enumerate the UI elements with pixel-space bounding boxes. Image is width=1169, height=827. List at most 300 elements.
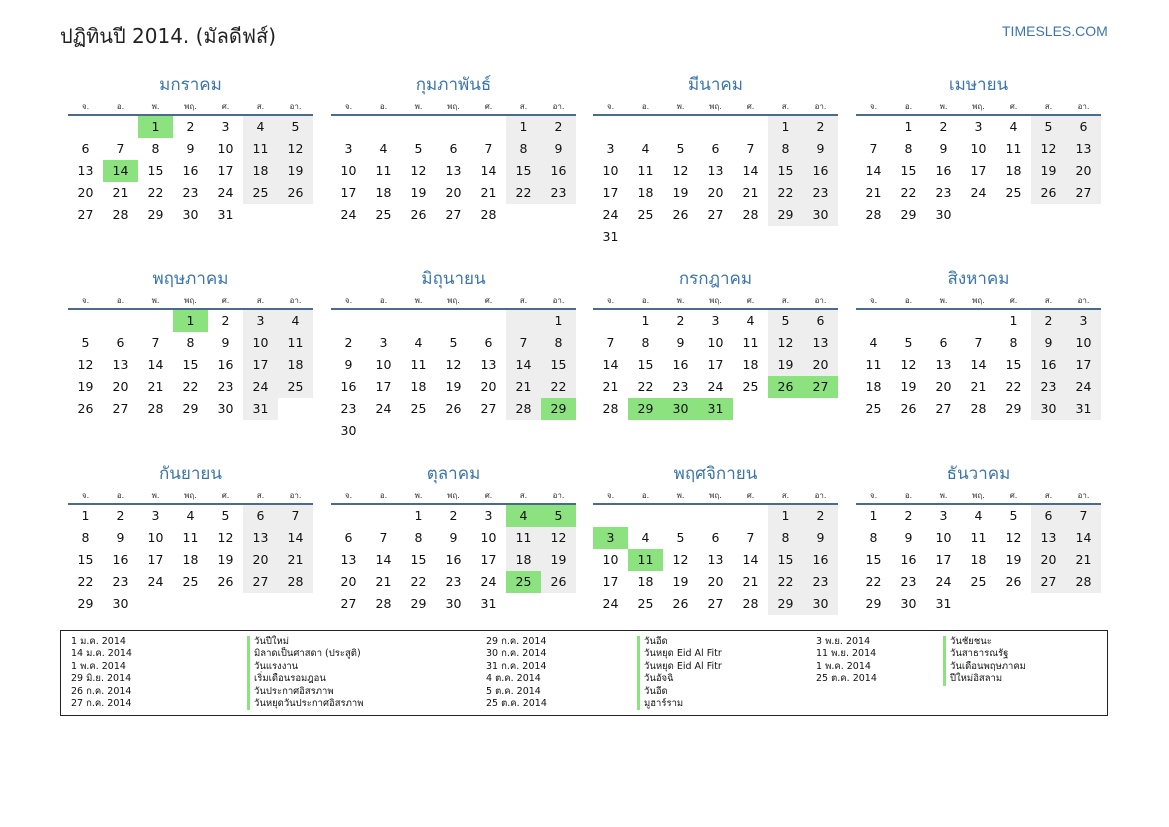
day-cell[interactable]: 22	[865, 574, 882, 589]
day-cell[interactable]: 15	[768, 160, 803, 182]
day-cell[interactable]: 21	[112, 185, 129, 200]
day-cell[interactable]: 27	[243, 571, 278, 593]
day-cell[interactable]: 29	[900, 207, 917, 222]
day-cell[interactable]: 23	[672, 379, 689, 394]
day-cell[interactable]: 3	[151, 508, 160, 523]
day-cell[interactable]: 21	[970, 379, 987, 394]
day-cell[interactable]: 21	[865, 185, 882, 200]
day-cell[interactable]: 17	[707, 357, 724, 372]
day-cell[interactable]: 30	[217, 401, 234, 416]
day-cell[interactable]: 4	[641, 530, 650, 545]
day-cell[interactable]: 4	[974, 508, 983, 523]
day-cell[interactable]: 15	[77, 552, 94, 567]
day-cell[interactable]: 24	[480, 574, 497, 589]
day-cell[interactable]: 16	[935, 163, 952, 178]
day-cell[interactable]: 3	[606, 141, 615, 156]
day-cell[interactable]: 29	[410, 596, 427, 611]
day-cell[interactable]: 14	[742, 163, 759, 178]
day-cell[interactable]: 29	[147, 207, 164, 222]
day-cell[interactable]: 11	[278, 332, 313, 354]
day-cell[interactable]: 11	[243, 138, 278, 160]
day-cell[interactable]: 31	[243, 398, 278, 420]
holiday-day[interactable]: 26	[768, 376, 803, 398]
day-cell[interactable]: 24	[340, 207, 357, 222]
day-cell[interactable]: 22	[410, 574, 427, 589]
day-cell[interactable]: 31	[1066, 398, 1101, 420]
day-cell[interactable]: 7	[484, 141, 493, 156]
day-cell[interactable]: 2	[449, 508, 458, 523]
day-cell[interactable]: 5	[1031, 116, 1066, 138]
day-cell[interactable]: 1	[768, 505, 803, 527]
day-cell[interactable]: 12	[768, 332, 803, 354]
day-cell[interactable]: 17	[480, 552, 497, 567]
day-cell[interactable]: 6	[1031, 505, 1066, 527]
day-cell[interactable]: 20	[707, 185, 724, 200]
day-cell[interactable]: 17	[602, 574, 619, 589]
day-cell[interactable]: 22	[541, 376, 576, 398]
day-cell[interactable]: 19	[410, 185, 427, 200]
day-cell[interactable]: 8	[506, 138, 541, 160]
day-cell[interactable]: 11	[410, 357, 427, 372]
day-cell[interactable]: 16	[803, 160, 838, 182]
day-cell[interactable]: 29	[865, 596, 882, 611]
day-cell[interactable]: 17	[243, 354, 278, 376]
day-cell[interactable]: 30	[445, 596, 462, 611]
day-cell[interactable]: 27	[340, 596, 357, 611]
day-cell[interactable]: 25	[742, 379, 759, 394]
day-cell[interactable]: 22	[768, 571, 803, 593]
day-cell[interactable]: 27	[112, 401, 129, 416]
day-cell[interactable]: 5	[676, 530, 685, 545]
day-cell[interactable]: 21	[278, 549, 313, 571]
day-cell[interactable]: 10	[707, 335, 724, 350]
day-cell[interactable]: 31	[935, 596, 952, 611]
day-cell[interactable]: 8	[414, 530, 423, 545]
day-cell[interactable]: 10	[340, 163, 357, 178]
day-cell[interactable]: 18	[506, 549, 541, 571]
day-cell[interactable]: 8	[641, 335, 650, 350]
day-cell[interactable]: 5	[81, 335, 90, 350]
day-cell[interactable]: 28	[112, 207, 129, 222]
day-cell[interactable]: 7	[379, 530, 388, 545]
day-cell[interactable]: 9	[803, 527, 838, 549]
day-cell[interactable]: 31	[480, 596, 497, 611]
day-cell[interactable]: 30	[182, 207, 199, 222]
day-cell[interactable]: 22	[768, 182, 803, 204]
day-cell[interactable]: 6	[449, 141, 458, 156]
day-cell[interactable]: 15	[410, 552, 427, 567]
day-cell[interactable]: 21	[602, 379, 619, 394]
day-cell[interactable]: 7	[506, 332, 541, 354]
day-cell[interactable]: 6	[243, 505, 278, 527]
day-cell[interactable]: 16	[445, 552, 462, 567]
day-cell[interactable]: 14	[602, 357, 619, 372]
day-cell[interactable]: 11	[637, 163, 654, 178]
day-cell[interactable]: 15	[768, 549, 803, 571]
day-cell[interactable]: 23	[900, 574, 917, 589]
day-cell[interactable]: 12	[672, 163, 689, 178]
day-cell[interactable]: 14	[970, 357, 987, 372]
day-cell[interactable]: 3	[379, 335, 388, 350]
day-cell[interactable]: 9	[186, 141, 195, 156]
day-cell[interactable]: 1	[869, 508, 878, 523]
day-cell[interactable]: 12	[672, 552, 689, 567]
day-cell[interactable]: 21	[147, 379, 164, 394]
day-cell[interactable]: 3	[711, 313, 720, 328]
day-cell[interactable]: 24	[602, 596, 619, 611]
day-cell[interactable]: 23	[803, 182, 838, 204]
day-cell[interactable]: 12	[410, 163, 427, 178]
day-cell[interactable]: 24	[707, 379, 724, 394]
day-cell[interactable]: 20	[340, 574, 357, 589]
day-cell[interactable]: 7	[116, 141, 125, 156]
day-cell[interactable]: 8	[151, 141, 160, 156]
day-cell[interactable]: 20	[803, 354, 838, 376]
day-cell[interactable]: 20	[77, 185, 94, 200]
day-cell[interactable]: 5	[414, 141, 423, 156]
holiday-day[interactable]: 27	[803, 376, 838, 398]
day-cell[interactable]: 18	[637, 185, 654, 200]
day-cell[interactable]: 17	[935, 552, 952, 567]
day-cell[interactable]: 4	[186, 508, 195, 523]
day-cell[interactable]: 20	[935, 379, 952, 394]
day-cell[interactable]: 5	[768, 310, 803, 332]
day-cell[interactable]: 19	[672, 574, 689, 589]
day-cell[interactable]: 4	[641, 141, 650, 156]
day-cell[interactable]: 5	[221, 508, 230, 523]
holiday-day[interactable]: 30	[663, 398, 698, 420]
day-cell[interactable]: 28	[865, 207, 882, 222]
day-cell[interactable]: 11	[375, 163, 392, 178]
day-cell[interactable]: 9	[541, 138, 576, 160]
holiday-day[interactable]: 3	[593, 527, 628, 549]
day-cell[interactable]: 8	[81, 530, 90, 545]
day-cell[interactable]: 9	[803, 138, 838, 160]
day-cell[interactable]: 19	[672, 185, 689, 200]
day-cell[interactable]: 9	[1031, 332, 1066, 354]
day-cell[interactable]: 11	[865, 357, 882, 372]
day-cell[interactable]: 22	[1005, 379, 1022, 394]
day-cell[interactable]: 28	[506, 398, 541, 420]
day-cell[interactable]: 19	[1005, 552, 1022, 567]
day-cell[interactable]: 1	[541, 310, 576, 332]
day-cell[interactable]: 19	[541, 549, 576, 571]
day-cell[interactable]: 10	[375, 357, 392, 372]
day-cell[interactable]: 7	[1066, 505, 1101, 527]
day-cell[interactable]: 13	[1066, 138, 1101, 160]
day-cell[interactable]: 19	[768, 354, 803, 376]
day-cell[interactable]: 25	[865, 401, 882, 416]
day-cell[interactable]: 12	[217, 530, 234, 545]
day-cell[interactable]: 27	[445, 207, 462, 222]
day-cell[interactable]: 13	[480, 357, 497, 372]
day-cell[interactable]: 30	[1031, 398, 1066, 420]
day-cell[interactable]: 6	[116, 335, 125, 350]
day-cell[interactable]: 1	[414, 508, 423, 523]
day-cell[interactable]: 28	[970, 401, 987, 416]
day-cell[interactable]: 6	[711, 530, 720, 545]
day-cell[interactable]: 5	[1009, 508, 1018, 523]
day-cell[interactable]: 26	[900, 401, 917, 416]
day-cell[interactable]: 26	[217, 574, 234, 589]
day-cell[interactable]: 17	[217, 163, 234, 178]
day-cell[interactable]: 19	[900, 379, 917, 394]
day-cell[interactable]: 18	[637, 574, 654, 589]
day-cell[interactable]: 29	[182, 401, 199, 416]
day-cell[interactable]: 20	[243, 549, 278, 571]
day-cell[interactable]: 16	[217, 357, 234, 372]
day-cell[interactable]: 22	[900, 185, 917, 200]
day-cell[interactable]: 21	[742, 574, 759, 589]
day-cell[interactable]: 26	[541, 571, 576, 593]
day-cell[interactable]: 20	[112, 379, 129, 394]
day-cell[interactable]: 19	[445, 379, 462, 394]
day-cell[interactable]: 10	[602, 163, 619, 178]
day-cell[interactable]: 28	[742, 207, 759, 222]
holiday-day[interactable]: 4	[506, 505, 541, 527]
holiday-day[interactable]: 11	[628, 549, 663, 571]
day-cell[interactable]: 17	[147, 552, 164, 567]
day-cell[interactable]: 27	[480, 401, 497, 416]
day-cell[interactable]: 13	[112, 357, 129, 372]
day-cell[interactable]: 5	[676, 141, 685, 156]
day-cell[interactable]: 6	[344, 530, 353, 545]
day-cell[interactable]: 1	[1009, 313, 1018, 328]
day-cell[interactable]: 23	[112, 574, 129, 589]
day-cell[interactable]: 14	[278, 527, 313, 549]
day-cell[interactable]: 27	[1031, 571, 1066, 593]
day-cell[interactable]: 3	[344, 141, 353, 156]
day-cell[interactable]: 17	[375, 379, 392, 394]
holiday-day[interactable]: 29	[541, 398, 576, 420]
day-cell[interactable]: 14	[147, 357, 164, 372]
day-cell[interactable]: 24	[217, 185, 234, 200]
day-cell[interactable]: 13	[340, 552, 357, 567]
day-cell[interactable]: 16	[340, 379, 357, 394]
day-cell[interactable]: 25	[970, 574, 987, 589]
day-cell[interactable]: 30	[803, 204, 838, 226]
day-cell[interactable]: 7	[151, 335, 160, 350]
day-cell[interactable]: 17	[602, 185, 619, 200]
day-cell[interactable]: 15	[865, 552, 882, 567]
day-cell[interactable]: 30	[900, 596, 917, 611]
day-cell[interactable]: 19	[77, 379, 94, 394]
day-cell[interactable]: 14	[1066, 527, 1101, 549]
day-cell[interactable]: 26	[1005, 574, 1022, 589]
day-cell[interactable]: 7	[606, 335, 615, 350]
day-cell[interactable]: 12	[1031, 138, 1066, 160]
day-cell[interactable]: 11	[970, 530, 987, 545]
day-cell[interactable]: 15	[900, 163, 917, 178]
day-cell[interactable]: 8	[1009, 335, 1018, 350]
day-cell[interactable]: 15	[637, 357, 654, 372]
day-cell[interactable]: 4	[379, 141, 388, 156]
day-cell[interactable]: 7	[278, 505, 313, 527]
day-cell[interactable]: 4	[1009, 119, 1018, 134]
day-cell[interactable]: 6	[484, 335, 493, 350]
day-cell[interactable]: 10	[602, 552, 619, 567]
day-cell[interactable]: 16	[541, 160, 576, 182]
day-cell[interactable]: 17	[1066, 354, 1101, 376]
day-cell[interactable]: 24	[935, 574, 952, 589]
day-cell[interactable]: 25	[1005, 185, 1022, 200]
day-cell[interactable]: 2	[939, 119, 948, 134]
day-cell[interactable]: 28	[480, 207, 497, 222]
day-cell[interactable]: 25	[410, 401, 427, 416]
day-cell[interactable]: 22	[637, 379, 654, 394]
day-cell[interactable]: 24	[1066, 376, 1101, 398]
day-cell[interactable]: 3	[1066, 310, 1101, 332]
day-cell[interactable]: 21	[1066, 549, 1101, 571]
day-cell[interactable]: 12	[278, 138, 313, 160]
day-cell[interactable]: 28	[147, 401, 164, 416]
day-cell[interactable]: 27	[1066, 182, 1101, 204]
day-cell[interactable]: 16	[803, 549, 838, 571]
day-cell[interactable]: 5	[904, 335, 913, 350]
day-cell[interactable]: 11	[182, 530, 199, 545]
holiday-day[interactable]: 5	[541, 505, 576, 527]
day-cell[interactable]: 5	[449, 335, 458, 350]
day-cell[interactable]: 8	[541, 332, 576, 354]
day-cell[interactable]: 28	[1066, 571, 1101, 593]
day-cell[interactable]: 23	[935, 185, 952, 200]
day-cell[interactable]: 13	[1031, 527, 1066, 549]
day-cell[interactable]: 23	[182, 185, 199, 200]
day-cell[interactable]: 22	[506, 182, 541, 204]
day-cell[interactable]: 26	[410, 207, 427, 222]
day-cell[interactable]: 19	[278, 160, 313, 182]
day-cell[interactable]: 21	[742, 185, 759, 200]
day-cell[interactable]: 16	[182, 163, 199, 178]
day-cell[interactable]: 27	[707, 207, 724, 222]
day-cell[interactable]: 18	[865, 379, 882, 394]
day-cell[interactable]: 9	[676, 335, 685, 350]
day-cell[interactable]: 28	[375, 596, 392, 611]
day-cell[interactable]: 27	[935, 401, 952, 416]
day-cell[interactable]: 9	[449, 530, 458, 545]
day-cell[interactable]: 25	[637, 207, 654, 222]
day-cell[interactable]: 25	[637, 596, 654, 611]
day-cell[interactable]: 10	[935, 530, 952, 545]
day-cell[interactable]: 15	[182, 357, 199, 372]
day-cell[interactable]: 29	[768, 593, 803, 615]
day-cell[interactable]: 28	[278, 571, 313, 593]
day-cell[interactable]: 15	[541, 354, 576, 376]
day-cell[interactable]: 29	[77, 596, 94, 611]
day-cell[interactable]: 29	[1005, 401, 1022, 416]
day-cell[interactable]: 17	[970, 163, 987, 178]
day-cell[interactable]: 17	[340, 185, 357, 200]
day-cell[interactable]: 19	[1031, 160, 1066, 182]
day-cell[interactable]: 2	[116, 508, 125, 523]
day-cell[interactable]: 8	[768, 138, 803, 160]
day-cell[interactable]: 18	[375, 185, 392, 200]
day-cell[interactable]: 7	[746, 141, 755, 156]
holiday-day[interactable]: 14	[103, 160, 138, 182]
day-cell[interactable]: 2	[541, 116, 576, 138]
day-cell[interactable]: 4	[746, 313, 755, 328]
day-cell[interactable]: 25	[182, 574, 199, 589]
day-cell[interactable]: 23	[1031, 376, 1066, 398]
day-cell[interactable]: 4	[869, 335, 878, 350]
holiday-day[interactable]: 1	[138, 116, 173, 138]
day-cell[interactable]: 29	[768, 204, 803, 226]
day-cell[interactable]: 18	[970, 552, 987, 567]
day-cell[interactable]: 25	[375, 207, 392, 222]
day-cell[interactable]: 16	[112, 552, 129, 567]
day-cell[interactable]: 15	[506, 160, 541, 182]
day-cell[interactable]: 27	[707, 596, 724, 611]
day-cell[interactable]: 10	[217, 141, 234, 156]
day-cell[interactable]: 8	[904, 141, 913, 156]
day-cell[interactable]: 10	[480, 530, 497, 545]
day-cell[interactable]: 14	[506, 354, 541, 376]
day-cell[interactable]: 13	[445, 163, 462, 178]
day-cell[interactable]: 4	[243, 116, 278, 138]
day-cell[interactable]: 3	[243, 310, 278, 332]
day-cell[interactable]: 15	[1005, 357, 1022, 372]
day-cell[interactable]: 25	[243, 182, 278, 204]
day-cell[interactable]: 13	[707, 552, 724, 567]
day-cell[interactable]: 9	[904, 530, 913, 545]
day-cell[interactable]: 13	[707, 163, 724, 178]
day-cell[interactable]: 19	[217, 552, 234, 567]
day-cell[interactable]: 23	[340, 401, 357, 416]
day-cell[interactable]: 18	[182, 552, 199, 567]
day-cell[interactable]: 2	[904, 508, 913, 523]
day-cell[interactable]: 3	[939, 508, 948, 523]
day-cell[interactable]: 14	[480, 163, 497, 178]
day-cell[interactable]: 2	[221, 313, 230, 328]
day-cell[interactable]: 6	[711, 141, 720, 156]
day-cell[interactable]: 13	[243, 527, 278, 549]
day-cell[interactable]: 10	[1066, 332, 1101, 354]
day-cell[interactable]: 24	[602, 207, 619, 222]
day-cell[interactable]: 11	[742, 335, 759, 350]
day-cell[interactable]: 6	[81, 141, 90, 156]
day-cell[interactable]: 20	[1031, 549, 1066, 571]
day-cell[interactable]: 22	[182, 379, 199, 394]
day-cell[interactable]: 13	[935, 357, 952, 372]
day-cell[interactable]: 12	[900, 357, 917, 372]
day-cell[interactable]: 1	[81, 508, 90, 523]
day-cell[interactable]: 26	[672, 207, 689, 222]
day-cell[interactable]: 2	[186, 119, 195, 134]
day-cell[interactable]: 1	[506, 116, 541, 138]
day-cell[interactable]: 1	[641, 313, 650, 328]
day-cell[interactable]: 18	[742, 357, 759, 372]
day-cell[interactable]: 22	[77, 574, 94, 589]
day-cell[interactable]: 31	[602, 229, 619, 244]
day-cell[interactable]: 24	[243, 376, 278, 398]
day-cell[interactable]: 23	[445, 574, 462, 589]
day-cell[interactable]: 2	[803, 116, 838, 138]
day-cell[interactable]: 26	[445, 401, 462, 416]
day-cell[interactable]: 31	[217, 207, 234, 222]
day-cell[interactable]: 2	[676, 313, 685, 328]
day-cell[interactable]: 24	[147, 574, 164, 589]
day-cell[interactable]: 23	[803, 571, 838, 593]
day-cell[interactable]: 2	[1031, 310, 1066, 332]
holiday-day[interactable]: 25	[506, 571, 541, 593]
day-cell[interactable]: 16	[672, 357, 689, 372]
day-cell[interactable]: 18	[278, 354, 313, 376]
day-cell[interactable]: 9	[939, 141, 948, 156]
day-cell[interactable]: 9	[221, 335, 230, 350]
day-cell[interactable]: 20	[1066, 160, 1101, 182]
day-cell[interactable]: 30	[935, 207, 952, 222]
day-cell[interactable]: 18	[410, 379, 427, 394]
